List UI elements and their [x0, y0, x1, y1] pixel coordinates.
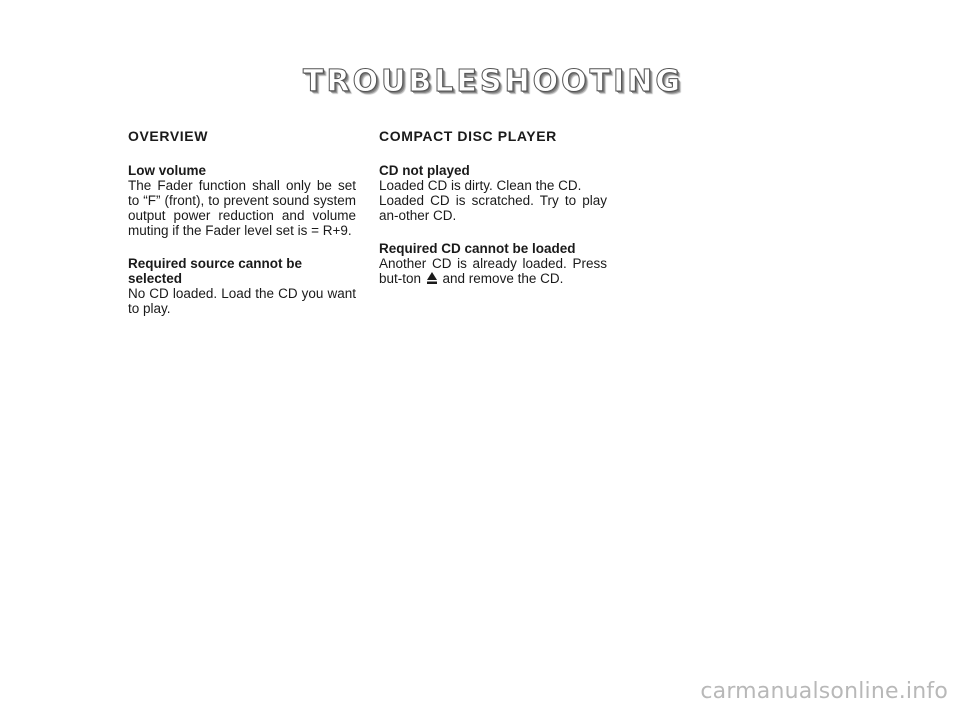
section-heading-overview: OVERVIEW: [128, 128, 209, 144]
entry-title: Required source cannot be selected: [128, 256, 303, 286]
entry-low-volume: [128, 163, 356, 238]
entry-source-not-selected: [128, 256, 356, 316]
eject-icon: [427, 272, 437, 284]
entry-text: [379, 256, 607, 286]
section-heading-compact-disc-player: COMPACT DISC PLAYER: [379, 128, 557, 144]
entry-text: The Fader function shall only be set to “F” (front), to prevent sound system output power reduction and volume muting if the Fader level set is = R+9.: [128, 178, 356, 238]
entry-text-line: Loaded CD is dirty. Clean the CD.: [379, 178, 582, 193]
entry-text-before-icon: Another CD is already loaded. Press but-ton: [379, 256, 607, 286]
overview-column: [128, 129, 356, 334]
compact-disc-column: [379, 129, 607, 304]
entry-text-after-icon: and remove the CD.: [438, 271, 564, 286]
entry-title: Required CD cannot be loaded: [379, 241, 576, 256]
entry-text: No CD loaded. Load the CD you want to play.: [128, 286, 356, 316]
entry-cd-not-played: [379, 163, 607, 223]
page-title: TROUBLESHOOTING: [303, 64, 683, 99]
entry-title: CD not played: [379, 163, 470, 178]
entry-text-line: Loaded CD is scratched. Try to play an-other CD.: [379, 193, 607, 223]
entry-title: Low volume: [128, 163, 207, 178]
entry-cd-cannot-load: [379, 241, 607, 286]
watermark: carmanualsonline.info: [700, 679, 948, 704]
